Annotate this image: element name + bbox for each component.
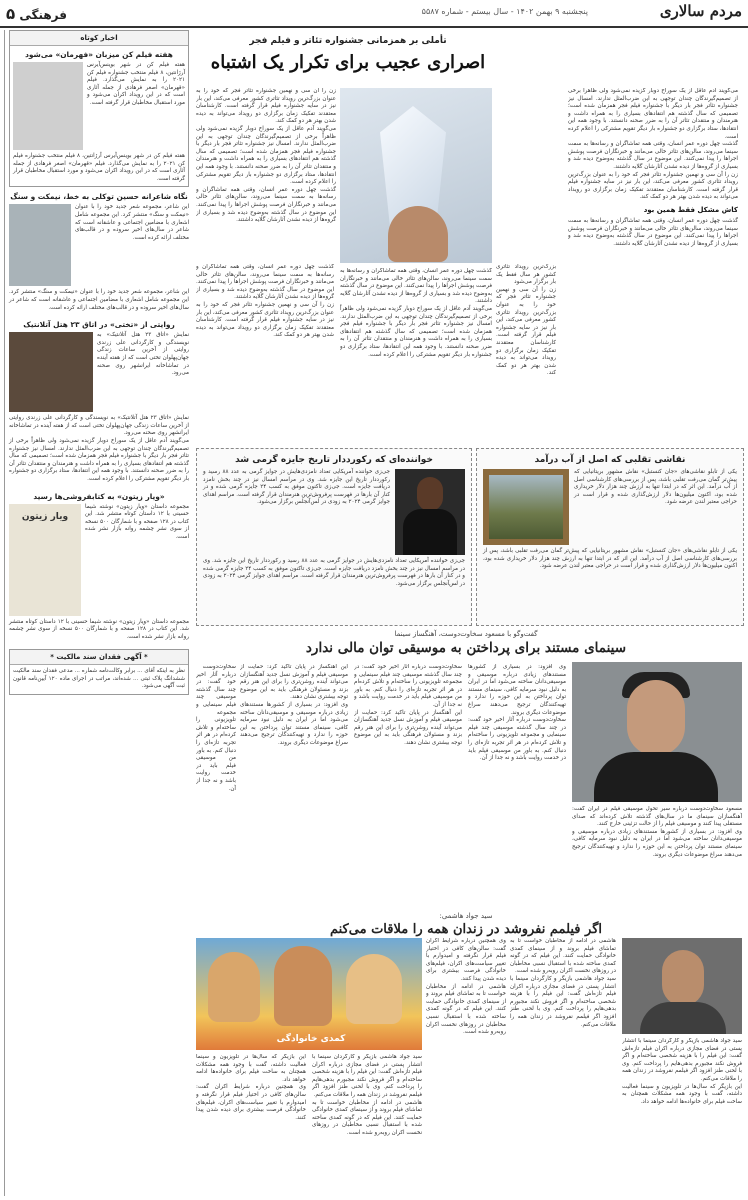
main-col2-text-2: می‌گویند آدم عاقل از یک سوراخ دوبار گزیده نمی‌شود ولی ظاهراً برخی از تصمیم‌گیرندگان چندان توجهی به این ضرب‌المثل ندارند. امسال نیز جشنواره تئاتر فجر بار دیگر با جشنواره فیلم فجر همزمان شده است؛ تصمیمی که سال گذشته هم انتقادهای بسیاری را به همراه داشت و هنرمندان و منتقدان تئاتر آن را به ضرر صحنه دانستند. با وجود همه این انتقادها، ستاد برگزاری دو جشنواره بار دیگر تقویم مشترکی را اعلام کرده است.: [340, 305, 492, 358]
interview-col3-text-2: وی افزود: در بسیاری از کشورها مستندهای زیادی درباره موسیقی و موسیقی‌دانان ساخته می‌شود اما در ایران به دلیل نبود سرمایه کافی، سینمای مستند توان پرداختن به این حوزه را ندارد و تهیه‌کنندگان ترجیح می‌دهند سراغ موضوعات دیگری بروند.: [240, 701, 348, 746]
interview-col4-text: سخاوت‌دوست درباره آثار اخیر خود گفت: در چند سال گذشته موسیقی چند فیلم سینمایی و مجموعه تلویزیونی را ساخته‌ام و تلاش کرده‌ام در هر اثر تجربه تازه‌ای را دنبال کنم. به باور من موسیقی فیلم باید در خدمت روایت باشد و نه جدا از آن.: [196, 664, 236, 792]
interview-col1: [468, 664, 566, 906]
short-news-header: اخبار کوتاه: [10, 31, 188, 46]
interview-lead-text-2: وی افزود: در بسیاری از کشورها مستندهای زیادی درباره موسیقی و موسیقی‌دانان ساخته می‌شود اما در ایران به دلیل نبود سرمایه کافی، سینمای مستند توان پرداختن به این حوزه را ندارد و تهیه‌کنندگان ترجیح می‌دهند سراغ موضوعات دیگری بروند.: [572, 828, 742, 858]
main-col1-text-3: زن را آن سی و نهمین جشنواره تئاتر فجر که خود را به عنوان بزرگ‌ترین رویداد تئاتری کشور معرفی می‌کند، این بار نیز در سایه جشنواره فیلم قرار گرفته است. کارشناسان معتقدند تفکیک زمان برگزاری دو رویداد می‌تواند به دیده شدن بهتر هر دو کمک کند.: [568, 171, 738, 201]
legal-notice-title: * آگهی فقدان سند مالکیت *: [10, 650, 188, 665]
poster-title: کمدی خانوادگی: [276, 1034, 346, 1044]
news3-body: نمایش «اتاق ۲۳ هتل آتلانتیک» به نویسندگی و کارگردانی علی زرندی روایتی از آخرین ساعات زندگی جهان‌پهلوان تختی است که از هفته آینده در تماشاخانه ایرانشهر روی صحنه می‌رود.: [97, 332, 189, 377]
bottom-col2: [510, 938, 616, 1196]
main-story-col2: [340, 268, 492, 440]
bottom-story-title: اگر فیلمم نفروشد در زندان همه را ملاقات می‌کنم: [329, 922, 603, 937]
issue-date: پنجشنبه ۹ بهمن ۱۴۰۲ - سال بیستم - شماره ۵۵۸۷: [421, 7, 588, 16]
news3-body-more-2: می‌گویند آدم عاقل از یک سوراخ دوبار گزیده نمی‌شود ولی ظاهراً برخی از تصمیم‌گیرندگان چندان توجهی به این ضرب‌المثل ندارند. امسال نیز جشنواره تئاتر فجر بار دیگر با جشنواره فیلم فجر همزمان شده است؛ تصمیمی که سال گذشته هم انتقادهای بسیاری را به همراه داشت و هنرمندان و منتقدان تئاتر آن را به ضرر صحنه دانستند. با وجود همه این انتقادها، ستاد برگزاری دو جشنواره بار دیگر تقویم مشترکی را اعلام کرده است.: [9, 437, 189, 482]
poet-portrait-image: [9, 204, 71, 286]
main-footnote: بزرگ‌ترین رویداد تئاتری کشور هر سال فقط یک بار برگزار می‌شود: [496, 264, 556, 286]
news1-body-more: هفته فیلم کن در شهر بوینس‌آیرس آرژانتین، ۸ فیلم منتخب جشنواره فیلم کن ۲۰۲۱ را به نمایش می‌گذارد. فیلم «قهرمان» اصغر فرهادی از جمله آثاری است که در این رویداد اکران می‌شود و مورد استقبال مخاطبان قرار گرفته است.: [13, 153, 185, 182]
main-col1-text-4: گذشت چهل دوره عمر انسان، وقتی همه تماشاگران و رسانه‌ها به سمت سینما می‌روند، سالن‌های تئاتر خالی می‌مانند و خبرنگاران فرصت پوشش اجراها را پیدا نمی‌کنند. این موضوع در سال گذشته به‌وضوح دیده شد و بسیاری از گروه‌ها از دیده نشدن آثارشان گلایه داشتند.: [568, 217, 738, 247]
theater-scene-image: [9, 332, 93, 412]
main-col3-text: زن را آن سی و نهمین جشنواره تئاتر فجر که خود را به عنوان بزرگ‌ترین رویداد تئاتری کشور معرفی می‌کند، این بار نیز در سایه جشنواره فیلم قرار گرفته است. کارشناسان معتقدند تفکیک زمان برگزاری دو رویداد می‌تواند به دیده شدن بهتر هر دو کمک کند.: [196, 88, 336, 125]
book-cover-title: ویار زیتون: [21, 511, 69, 522]
bottom-col4-text: این بازیگر که سال‌ها در تلویزیون و سینما فعالیت داشته، گفت با وجود همه مشکلات همچنان به ساخت فیلم برای خانواده‌ها ادامه خواهد داد.: [196, 1054, 306, 1083]
news4-body: مجموعه داستان «ویار زیتون» نوشته شیما حسینی با ۱۲ داستان کوتاه منتشر شد. این کتاب در ۱۲۸ صفحه و با شمارگان ۵۰۰ نسخه از سوی نشر چشمه روانه بازار نشر شده است.: [85, 503, 189, 540]
section-name: فرهنگی: [19, 8, 68, 22]
masthead: [0, 0, 748, 28]
painting-body: یکی از تابلو نقاشی‌های «جان کنستبل» نقاش مشهور بریتانیایی که پیش‌تر گمان می‌رفت تقلبی باشد، پس از بررسی‌های کارشناسی اصل از آب درآمد. این اثر که در ابتدا تنها به ارزش چند هزار دلار خریداری شده بود، اکنون میلیون‌ها دلار ارزش‌گذاری شده و قرار است در حراجی معتبر لندن عرضه شود.: [574, 469, 737, 506]
main-col3-text-2: می‌گویند آدم عاقل از یک سوراخ دوبار گزیده نمی‌شود ولی ظاهراً برخی از تصمیم‌گیرندگان چندان توجهی به این ضرب‌المثل ندارند. امسال نیز جشنواره تئاتر فجر بار دیگر با جشنواره فیلم فجر همزمان شده است؛ تصمیمی که سال گذشته هم انتقادهای بسیاری را به همراه داشت و هنرمندان و منتقدان تئاتر آن را به ضرر صحنه دانستند. با وجود همه این انتقادها، ستاد برگزاری دو جشنواره بار دیگر تقویم مشترکی را اعلام کرده است.: [196, 125, 336, 186]
bottom-col2-text: هاشمی در ادامه از مخاطبان خواست تا به تماشای فیلم بروند و از سینمای کمدی خانوادگی حمایت کنند. این فیلم که در گونه کمدی ساخته شده با استقبال نسبی مخاطبان در روزهای نخست اکران روبه‌رو شده است.: [510, 938, 616, 975]
bottom-col4-text-2: وی همچنین درباره شرایط اکران گفت: سالن‌های کافی در اختیار فیلم قرار نگرفته و امیدوارم با تغییر سیاست‌های اکران، فیلم‌های خانوادگی فرصت بیشتری برای دیده شدن پیدا کنند.: [196, 1084, 306, 1121]
bottom-col1-text: سید جواد هاشمی بازیگر و کارگردان سینما با انتشار پستی در فضای مجازی درباره اکران فیلم تازه‌اش گفت: این فیلم را با هزینه شخصی ساخته‌ام و اگر فروش نکند مجبورم بدهی‌هایم را پرداخت کنم. وی با لحنی طنز افزود اگر فیلمم نفروشد در زندان همه را ملاقات می‌کنم.: [622, 1038, 742, 1082]
interview-col3-text: این آهنگساز در پایان تاکید کرد: حمایت از موسیقی فیلم و آموزش نسل جدید آهنگسازان می‌تواند آینده روشن‌تری را برای این هنر رقم بزند و مسئولان فرهنگی باید به این موضوع توجه بیشتری نشان دهند.: [240, 664, 348, 701]
main-story-title: اصراری عجیب برای تکرار یک اشتباه: [210, 52, 486, 73]
main-story-col1: [568, 88, 738, 458]
interview-col1-text-2: سخاوت‌دوست درباره آثار اخیر خود گفت: در چند سال گذشته موسیقی چند فیلم سینمایی و مجموعه تلویزیونی را ساخته‌ام و تلاش کرده‌ام در هر اثر تجربه تازه‌ای را دنبال کنم. به باور من موسیقی فیلم باید در خدمت روایت باشد و نه جدا از آن.: [468, 717, 566, 762]
painting-news-panel: [476, 448, 744, 626]
grammy-news-panel: [196, 448, 472, 626]
bottom-col3-text: وی همچنین درباره شرایط اکران گفت: سالن‌های کافی در اختیار فیلم قرار نگرفته و امیدوارم با تغییر سیاست‌های اکران، فیلم‌های خانوادگی فرصت بیشتری برای دیده شدن پیدا کنند.: [426, 938, 506, 982]
legal-notice-body: نظر به اینکه آقای ... برابر وکالت‌نامه شماره ... مدعی فقدان سند مالکیت ششدانگ پلاک ثبتی ... شده‌اند، مراتب در اجرای ماده ۱۲۰ آیین‌نامه قانون ثبت آگهی می‌شود.: [13, 668, 185, 690]
bottom-col1: [622, 1038, 742, 1196]
main-story-col4: [196, 264, 334, 440]
interview-col1-text: وی افزود: در بسیاری از کشورها مستندهای زیادی درباره موسیقی و موسیقی‌دانان ساخته می‌شود اما در ایران به دلیل نبود سرمایه کافی، سینمای مستند توان پرداختن به این حوزه را ندارد و تهیه‌کنندگان ترجیح می‌دهند سراغ موضوعات دیگری بروند.: [468, 664, 566, 716]
subhead-quote: کاش مشکل فقط همین بود: [643, 205, 738, 214]
news4-title: «ویار زیتون» به کتابفروشی‌ها رسید: [33, 491, 165, 501]
constable-painting-image: [483, 469, 569, 545]
bottom-col5-text: سید جواد هاشمی بازیگر و کارگردان سینما با انتشار پستی در فضای مجازی درباره اکران فیلم تازه‌اش گفت: این فیلم را با هزینه شخصی ساخته‌ام و اگر فروش نکند مجبورم بدهی‌هایم را پرداخت کنم. وی با لحنی طنز افزود اگر فیلمم نفروشد در زندان همه را ملاقات می‌کنم.: [312, 1054, 422, 1098]
interview-col2-text: سخاوت‌دوست درباره آثار اخیر خود گفت: در چند سال گذشته موسیقی چند فیلم سینمایی و مجموعه تلویزیونی را ساخته‌ام و تلاش کرده‌ام در هر اثر تجربه تازه‌ای را دنبال کنم. به باور من موسیقی فیلم باید در خدمت روایت باشد و نه جدا از آن.: [354, 664, 462, 708]
newspaper-logo: مردم سالاری: [659, 2, 742, 20]
news1-body: هفته فیلم کن در شهر بوینس‌آیرس آرژانتین، ۸ فیلم منتخب جشنواره فیلم کن ۲۰۲۱ را به نمایش می‌گذارد. فیلم «قهرمان» اصغر فرهادی از جمله آثاری است که در این رویداد اکران می‌شود و مورد استقبال مخاطبان قرار گرفته است.: [87, 62, 185, 106]
main-col2b-text: زن را آن سی و نهمین جشنواره تئاتر فجر که خود را به عنوان بزرگ‌ترین رویداد تئاتری کشور معرفی می‌کند، این بار نیز در سایه جشنواره فیلم قرار گرفته است. کارشناسان معتقدند تفکیک زمان برگزاری دو رویداد می‌تواند به دیده شدن بهتر هر دو کمک کند.: [496, 286, 556, 377]
bottom-col1-text-2: این بازیگر که سال‌ها در تلویزیون و سینما فعالیت داشته، گفت با وجود همه مشکلات همچنان به ساخت فیلم برای خانواده‌ها ادامه خواهد داد.: [622, 1083, 742, 1105]
interview-col3: [240, 664, 348, 906]
main-col4-text: گذشت چهل دوره عمر انسان، وقتی همه تماشاگران و رسانه‌ها به سمت سینما می‌روند، سالن‌های تئاتر خالی می‌مانند و خبرنگاران فرصت پوشش اجراها را پیدا نمی‌کنند. این موضوع در سال گذشته به‌وضوح دیده شد و بسیاری از گروه‌ها از دیده نشدن آثارشان گلایه داشتند.: [196, 264, 334, 301]
bottom-col3: [426, 938, 506, 1196]
bottom-col2-text-2: سید جواد هاشمی بازیگر و کارگردان سینما با انتشار پستی در فضای مجازی درباره اکران فیلم تازه‌اش گفت: این فیلم را با هزینه شخصی ساخته‌ام و اگر فروش نکند مجبورم بدهی‌هایم را پرداخت کنم. وی با لحنی طنز افزود اگر فیلمم نفروشد در زندان همه را ملاقات می‌کنم.: [510, 975, 616, 1028]
grammy-title: خواننده‌ای که رکورددار تاریخ جایزه گرمی شد: [235, 455, 433, 465]
sidebar-column: [4, 30, 189, 1196]
news2-body-more: این شاعر، مجموعه شعر جدید خود را با عنوان «نیمکت و سنگ» منتشر کرد. این مجموعه شامل اشعاری با مضامین اجتماعی و عاشقانه است که شاعر در سال‌های اخیر سروده و در قالب‌های مختلف ارائه کرده است.: [9, 289, 189, 311]
news3-body-more: نمایش «اتاق ۲۳ هتل آتلانتیک» به نویسندگی و کارگردانی علی زرندی روایتی از آخرین ساعات زندگی جهان‌پهلوان تختی است که از هفته آینده در تماشاخانه ایرانشهر روی صحنه می‌رود.: [9, 415, 189, 437]
main-col1-text-2: گذشت چهل دوره عمر انسان، وقتی همه تماشاگران و رسانه‌ها به سمت سینما می‌روند، سالن‌های تئاتر خالی می‌مانند و خبرنگاران فرصت پوشش اجراها را پیدا نمی‌کنند. این موضوع در سال گذشته به‌وضوح دیده شد و بسیاری از گروه‌ها از دیده نشدن آثارشان گلایه داشتند.: [568, 141, 738, 170]
interview-lead: [572, 806, 742, 906]
interview-title: سینمای مستند برای پرداختن به موسیقی توان مالی ندارد: [305, 640, 627, 656]
main-col1-text: می‌گویند آدم عاقل از یک سوراخ دوبار گزیده نمی‌شود ولی ظاهراً برخی از تصمیم‌گیرندگان چندان توجهی به این ضرب‌المثل ندارند. امسال نیز جشنواره تئاتر فجر بار دیگر با جشنواره فیلم فجر همزمان شده است؛ تصمیمی که سال گذشته هم انتقادهای بسیاری را به همراه داشت و هنرمندان و منتقدان تئاتر آن را به ضرر صحنه دانستند. با وجود همه این انتقادها، ستاد برگزاری دو جشنواره بار دیگر تقویم مشترکی را اعلام کرده است.: [568, 88, 738, 140]
interview-lead-text: مسعود سخاوت‌دوست درباره سیر تحول موسیقی فیلم در ایران گفت: آهنگسازان سینمای ما در سال‌های گذشته تلاش کرده‌اند که صدای مستقلی پیدا کنند و موسیقی فیلم را از حالت تزئینی خارج کنند.: [572, 806, 742, 828]
interview-col2-text-2: این آهنگساز در پایان تاکید کرد: حمایت از موسیقی فیلم و آموزش نسل جدید آهنگسازان می‌تواند آینده روشن‌تری را برای این هنر رقم بزند و مسئولان فرهنگی باید به این موضوع توجه بیشتری نشان دهند.: [354, 709, 462, 746]
main-story-kicker: تأملی بر همزمانی جشنواره تئاتر و فیلم فجر: [249, 36, 447, 46]
news2-title: نگاه شاعرانه حسین توکلی به خط، نیمکت و سنگ: [10, 192, 188, 202]
main-col3-text-3: گذشت چهل دوره عمر انسان، وقتی همه تماشاگران و رسانه‌ها به سمت سینما می‌روند، سالن‌های تئاتر خالی می‌مانند و خبرنگاران فرصت پوشش اجراها را پیدا نمی‌کنند. این موضوع در سال گذشته به‌وضوح دیده شد و بسیاری از گروه‌ها از دیده نشدن آثارشان گلایه داشتند.: [196, 186, 336, 224]
bottom-col5: [312, 1054, 422, 1196]
film-poster-collage: [196, 938, 422, 1050]
film-poster-image: [13, 62, 83, 150]
composer-portrait: [572, 662, 742, 802]
page-number: ۵: [6, 5, 16, 23]
main-col4-text-2: زن را آن سی و نهمین جشنواره تئاتر فجر که خود را به عنوان بزرگ‌ترین رویداد تئاتری کشور معرفی می‌کند، این بار نیز در سایه جشنواره فیلم قرار گرفته است. کارشناسان معتقدند تفکیک زمان برگزاری دو رویداد می‌تواند به دیده شدن بهتر هر دو کمک کند.: [196, 301, 334, 339]
bottom-story-kicker: سید جواد هاشمی:: [439, 912, 493, 920]
legal-notice-box: [9, 649, 189, 695]
bottom-col3-text-2: هاشمی در ادامه از مخاطبان خواست تا به تماشای فیلم بروند و از سینمای کمدی خانوادگی حمایت کنند. این فیلم که در گونه کمدی ساخته شده با استقبال نسبی مخاطبان در روزهای نخست اکران روبه‌رو شده است.: [426, 983, 506, 1036]
page-label: [6, 5, 67, 23]
news1-title: هفته فیلم کن میزبان «فهرمان» می‌شود: [25, 50, 173, 59]
main-col2-text: گذشت چهل دوره عمر انسان، وقتی همه تماشاگران و رسانه‌ها به سمت سینما می‌روند، سالن‌های تئاتر خالی می‌مانند و خبرنگاران فرصت پوشش اجراها را پیدا نمی‌کنند. این موضوع در سال گذشته به‌وضوح دیده شد و بسیاری از گروه‌ها از دیده نشدن آثارشان گلایه داشتند.: [340, 268, 492, 305]
news3-title: روایتی از «تختی» در اتاق ۲۳ هتل آتلانتیک: [23, 320, 175, 330]
interview-col4: [196, 664, 236, 906]
fajr-trophy-photo: [340, 88, 492, 263]
jay-z-photo: [395, 469, 465, 555]
grammy-body: جی‌زی خواننده آمریکایی تعداد نامزدی‌هایش در جوایز گرمی به عدد ۸۸ رسید و رکورددار تاریخ این جایزه شد. وی در مراسم امسال نیز در چند بخش نامزد دریافت جایزه است. جی‌زی تاکنون موفق به کسب ۲۴ جایزه گرمی شده و در کنار آن بارها در فهرست پرفروش‌ترین هنرمندان قرار گرفته است. مراسم اهدای جوایز گرمی ۲۰۲۴ به زودی در لس‌آنجلس برگزار می‌شود.: [203, 469, 390, 506]
hand-holding-trophy: [388, 206, 448, 262]
main-story-col2b: [496, 264, 556, 440]
news4-body-more: مجموعه داستان «ویار زیتون» نوشته شیما حسینی با ۱۲ داستان کوتاه منتشر شد. این کتاب در ۱۲۸ صفحه و با شمارگان ۵۰۰ نسخه از سوی نشر چشمه روانه بازار نشر شده است.: [9, 618, 189, 640]
painting-body-more: یکی از تابلو نقاشی‌های «جان کنستبل» نقاش مشهور بریتانیایی که پیش‌تر گمان می‌رفت تقلبی باشد، پس از بررسی‌های کارشناسی اصل از آب درآمد. این اثر که در ابتدا تنها به ارزش چند هزار دلار خریداری شده بود، اکنون میلیون‌ها دلار ارزش‌گذاری شده و قرار است در حراجی معتبر لندن عرضه شود.: [483, 548, 737, 570]
interview-col2: [354, 664, 462, 906]
hashemi-portrait: [622, 938, 742, 1034]
bottom-col5-text-2: هاشمی در ادامه از مخاطبان خواست تا به تماشای فیلم بروند و از سینمای کمدی خانوادگی حمایت کنند. این فیلم که در گونه کمدی ساخته شده با استقبال نسبی مخاطبان در روزهای نخست اکران روبه‌رو شده است.: [312, 1099, 422, 1136]
bottom-col4: [196, 1054, 306, 1196]
interview-kicker: گفت‌وگو با مسعود سخاوت‌دوست، آهنگساز سینما: [394, 630, 538, 638]
grammy-body-more: جی‌زی خواننده آمریکایی تعداد نامزدی‌هایش در جوایز گرمی به عدد ۸۸ رسید و رکورددار تاریخ این جایزه شد. وی در مراسم امسال نیز در چند بخش نامزد دریافت جایزه است. جی‌زی تاکنون موفق به کسب ۲۴ جایزه گرمی شده و در کنار آن بارها در فهرست پرفروش‌ترین هنرمندان قرار گرفته است. مراسم اهدای جوایز گرمی ۲۰۲۴ به زودی در لس‌آنجلس برگزار می‌شود.: [203, 558, 466, 587]
news2-body: این شاعر، مجموعه شعر جدید خود را با عنوان «نیمکت و سنگ» منتشر کرد. این مجموعه شامل اشعاری با مضامین اجتماعی و عاشقانه است که شاعر در سال‌های اخیر سروده و در قالب‌های مختلف ارائه کرده است.: [75, 204, 189, 241]
book-cover-image: [9, 504, 81, 616]
painting-title: نقاشی تقلبی که اصل از آب درآمد: [534, 455, 686, 465]
